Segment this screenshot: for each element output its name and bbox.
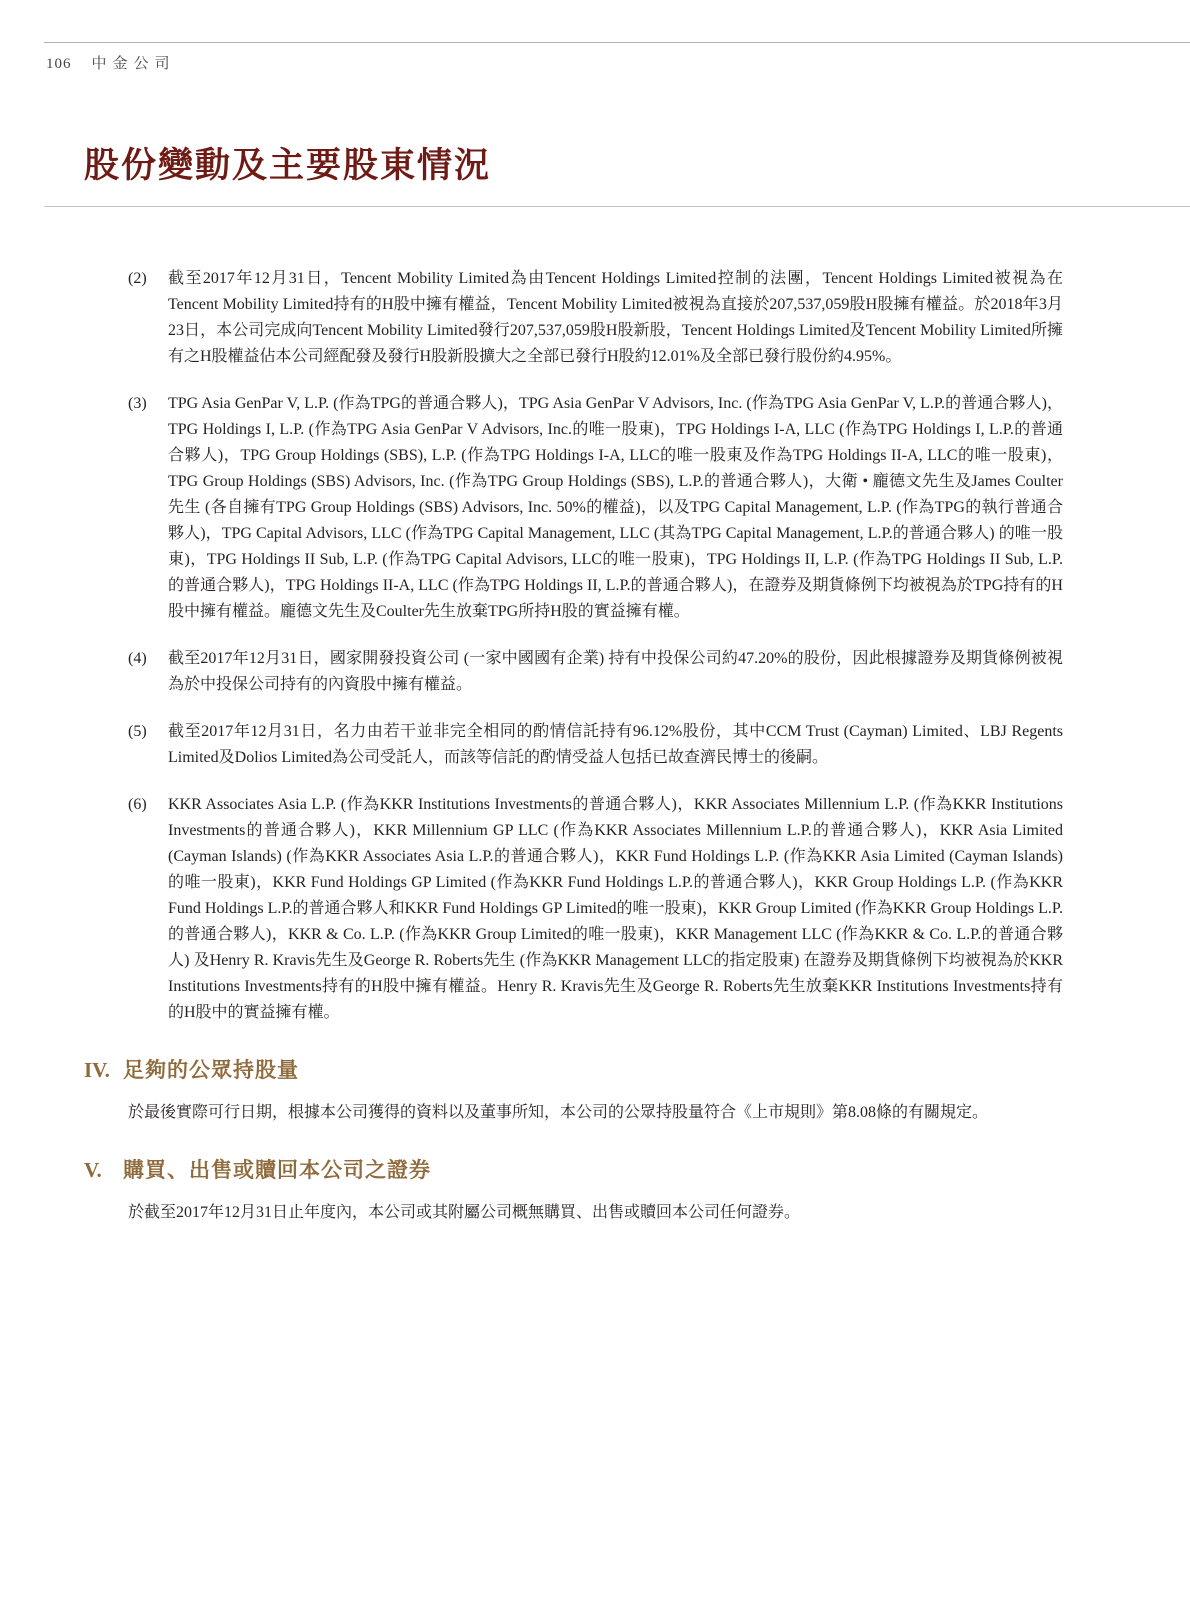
section-number: IV. — [84, 1058, 110, 1082]
footnote-6 — [128, 792, 1063, 1026]
footnote-number: (3) — [128, 395, 147, 412]
page-number: 106 — [46, 56, 72, 72]
page-content — [0, 266, 1190, 1226]
section-title: 購買、出售或贖回本公司之證券 — [123, 1158, 431, 1182]
section-heading — [0, 1156, 1063, 1184]
footnote-number: (6) — [128, 796, 147, 813]
page-header — [46, 52, 176, 73]
footnote-number: (2) — [128, 270, 147, 287]
header-divider — [44, 42, 1190, 43]
section-title: 足夠的公眾持股量 — [123, 1058, 299, 1082]
footnote-3 — [128, 391, 1063, 625]
footnote-text: TPG Asia GenPar V, L.P. (作為TPG的普通合夥人)，TPG Asia GenPar V Advisors, Inc. (作為TPG Asia GenPar V, L.P.的普通合夥人)，TPG Holdings I, L.P. (作為TPG Asia GenPar V Advisors, Inc.的唯一股東)，TPG Holdings I-A, LLC (作為TPG Holdings I, L.P.的普通合夥人)，TPG Group Holdings (SBS), L.P. (作為TPG Holdings I-A, LLC的唯一股東及作為TPG Holdings II-A, LLC的唯一股東)，TPG Group Holdings (SBS) Advisors, Inc. (作為TPG Group Holdings (SBS), L.P.的普通合夥人)，大衛 • 龐德文先生及James Coulter先生 (各自擁有TPG Group Holdings (SBS) Advisors, Inc. 50%的權益)，以及TPG Capital Management, L.P. (作為TPG的執行普通合夥人)，TPG Capital Advisors, LLC (作為TPG Capital Management, LLC (其為TPG Capital Management, L.P.的普通合夥人) 的唯一股東)，TPG Holdings II Sub, L.P. (作為TPG Capital Advisors, LLC的唯一股東)，TPG Holdings II, L.P. (作為TPG Holdings II Sub, L.P.的普通合夥人)，TPG Holdings II-A, LLC (作為TPG Holdings II, L.P.的普通合夥人)，在證券及期貨條例下均被視為於TPG持有的H股中擁有權益。龐德文先生及Coulter先生放棄TPG所持H股的實益擁有權。 — [168, 395, 1063, 620]
section-purchase-sale-redemption — [0, 1156, 1190, 1226]
page-title: 股份變動及主要股東情況 — [84, 146, 492, 185]
footnote-text: 截至2017年12月31日，名力由若干並非完全相同的酌情信託持有96.12%股份，其中CCM Trust (Cayman) Limited、LBJ Regents Limited及Dolios Limited為公司受託人，而該等信託的酌情受益人包括已故查濟民博士的後嗣。 — [168, 723, 1063, 766]
footnote-4 — [128, 646, 1063, 698]
footnote-text: KKR Associates Asia L.P. (作為KKR Institutions Investments的普通合夥人)，KKR Associates Millennium L.P. (作為KKR Institutions Investments的普通合夥人)，KKR Millennium GP LLC (作為KKR Associates Millennium L.P.的普通合夥人)，KKR Asia Limited (Cayman Islands) (作為KKR Associates Asia L.P.的普通合夥人)，KKR Fund Holdings L.P. (作為KKR Asia Limited (Cayman Islands)的唯一股東)，KKR Fund Holdings GP Limited (作為KKR Fund Holdings L.P.的普通合夥人)，KKR Group Holdings L.P. (作為KKR Fund Holdings L.P.的普通合夥人和KKR Fund Holdings GP Limited的唯一股東)，KKR Group Limited (作為KKR Group Holdings L.P.的普通合夥人)，KKR & Co. L.P. (作為KKR Group Limited的唯一股東)，KKR Management LLC (作為KKR & Co. L.P.的普通合夥人) 及Henry R. Kravis先生及George R. Roberts先生 (作為KKR Management LLC的指定股東) 在證券及期貨條例下均被視為於KKR Institutions Investments持有的H股中擁有權益。Henry R. Kravis先生及George R. Roberts先生放棄KKR Institutions Investments持有的H股中的實益擁有權。 — [168, 796, 1063, 1021]
company-name: 中金公司 — [91, 56, 176, 72]
footnotes-list — [0, 266, 1190, 1026]
section-body: 於截至2017年12月31日止年度內，本公司或其附屬公司概無購買、出售或贖回本公司任何證券。 — [128, 1204, 801, 1221]
footnote-number: (4) — [128, 650, 147, 667]
section-body: 於最後實際可行日期，根據本公司獲得的資料以及董事所知，本公司的公眾持股量符合《上市規則》第8.08條的有關規定。 — [128, 1104, 989, 1121]
section-public-float — [0, 1056, 1190, 1126]
footnote-text: 截至2017年12月31日，Tencent Mobility Limited為由Tencent Holdings Limited控制的法團，Tencent Holdings Limited被視為在Tencent Mobility Limited持有的H股中擁有權益，Tencent Mobility Limited被視為直接於207,537,059股H股擁有權益。於2018年3月23日，本公司完成向Tencent Mobility Limited發行207,537,059股H股新股，Tencent Holdings Limited及Tencent Mobility Limited所擁有之H股權益佔本公司經配發及發行H股新股擴大之全部已發行H股約12.01%及全部已發行股份約4.95%。 — [168, 270, 1063, 365]
section-number: V. — [84, 1158, 102, 1182]
footnote-number: (5) — [128, 723, 147, 740]
title-divider — [44, 206, 1190, 207]
footnote-5 — [128, 719, 1063, 771]
footnote-text: 截至2017年12月31日，國家開發投資公司 (一家中國國有企業) 持有中投保公司約47.20%的股份，因此根據證券及期貨條例被視為於中投保公司持有的內資股中擁有權益。 — [168, 650, 1063, 693]
footnote-2 — [128, 266, 1063, 370]
section-heading — [0, 1056, 1063, 1084]
